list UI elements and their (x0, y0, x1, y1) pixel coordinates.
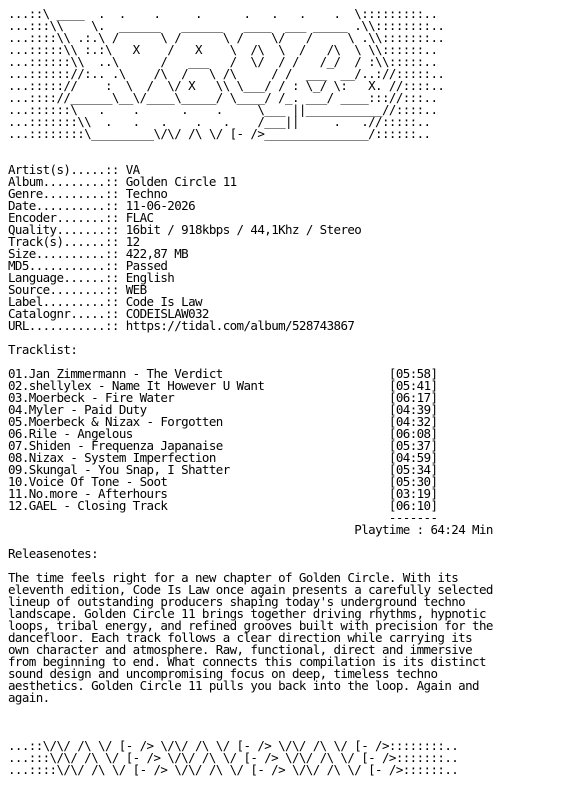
info-value: 12 (125, 234, 140, 249)
info-label: Date..........:: (8, 198, 119, 213)
releasenotes-line: The time feels right for a new chapter of Golden Circle. With its (8, 570, 459, 585)
ascii-banner-top (8, 6, 444, 141)
track-duration: [05:30] (388, 474, 438, 489)
ascii-footer-line: ...::::\/\/ /\ \/ [- /> \/\/ /\ \/ [- /> \/\/ /\ \/ [- />::::::.. (8, 762, 459, 777)
releasenotes-body (8, 570, 493, 705)
track-duration: [05:58] (388, 366, 438, 381)
track-number: 03. (8, 390, 29, 405)
releasenotes-line: dancefloor. Each track follows a clear direction while carrying its (8, 630, 473, 645)
info-value: Golden Circle 11 (125, 174, 237, 189)
info-value: CODEISLAW032 (125, 306, 209, 321)
ascii-footer-line: ...:::\/\/ /\ \/ [- /> \/\/ /\ \/ [- /> \/\/ /\ \/ [- />:::::::.. (8, 750, 459, 765)
track-number: 10. (8, 474, 29, 489)
track-duration: [05:41] (388, 378, 438, 393)
info-value: Techno (125, 186, 168, 201)
releasenotes-line: eleventh edition, Code Is Law once again presents a carefully selected (8, 582, 493, 597)
track-number: 12. (8, 498, 29, 513)
releasenotes-heading: Releasenotes: (8, 546, 99, 561)
track-number: 08. (8, 450, 29, 465)
track-number: 06. (8, 426, 29, 441)
info-label: Language......:: (8, 270, 119, 285)
info-label: Quality.......:: (8, 222, 119, 237)
ascii-banner-line: ...::::\\ .:.\ / \ / \ / \/ / \ .\\:::::::.. (8, 30, 445, 45)
total-rule-dashes: ------- (388, 510, 438, 525)
track-title: Moerbeck - Fire Water (28, 390, 175, 405)
info-value: Passed (125, 258, 168, 273)
info-label: Source........:: (8, 282, 119, 297)
info-label: Catalognr.....:: (8, 306, 119, 321)
info-value: WEB (125, 282, 147, 297)
spacer (8, 704, 572, 716)
info-value: VA (125, 162, 140, 177)
releasenotes-line: landscape. Golden Circle 11 brings together driving rhythms, hypnotic (8, 606, 486, 621)
spacer (8, 332, 572, 344)
info-value: 16bit / 918kbps / 44,1Khz / Stereo (125, 222, 362, 237)
track-title: Skungal - You Snap, I Shatter (28, 462, 230, 477)
ascii-banner-line: ...:::://______\__\/____\_____/ \____/ /_. ___/ ____::://:::.. (8, 90, 438, 105)
track-title: Moerbeck & Nizax - Forgotten (28, 414, 223, 429)
ascii-banner-line: ...::\ ____ . . . . . . . . \:::::::::.. (8, 6, 438, 21)
track-number: 07. (8, 438, 29, 453)
tracklist-heading: Tracklist: (8, 342, 78, 357)
ascii-banner-line: ...:::::::\\ . . . . . /___|| . .//:::::.. (8, 114, 431, 129)
spacer (8, 716, 572, 728)
releasenotes-line: loops, tribal energy, and refined grooves built with precision for the (8, 618, 493, 633)
track-number: 09. (8, 462, 29, 477)
info-value: 11-06-2026 (125, 198, 196, 213)
ascii-banner-line: ...:::::\\ :.:\ X / X \ /\ \ / /\ \ \\::::::.. (8, 42, 438, 57)
track-title: No.more - Afterhours (28, 486, 168, 501)
track-title: Myler - Paid Duty (28, 402, 147, 417)
ascii-banner-line: ...::::::\\ ..\ / ___ / \/ / / /_/ / :\\:::::.. (8, 54, 438, 69)
track-title: Rile - Angelous (28, 426, 133, 441)
info-label: Label.........:: (8, 294, 119, 309)
playtime-label: Playtime : (354, 522, 424, 537)
track-number: 02. (8, 378, 29, 393)
releasenotes-line: again. (8, 690, 50, 705)
ascii-footer-line: ...::\/\/ /\ \/ [- /> \/\/ /\ \/ [- /> \/\/ /\ \/ [- />::::::::.. (8, 738, 459, 753)
track-duration: [06:10] (388, 498, 438, 513)
track-title: Nizax - System Imperfection (28, 450, 216, 465)
track-duration: [04:32] (388, 414, 438, 429)
track-number: 04. (8, 402, 29, 417)
info-value: English (125, 270, 175, 285)
ascii-banner-line: ...:::::://:.. .\ /\ / \ /\ / / ___ __/..://:::::.. (8, 66, 445, 81)
track-duration: [05:37] (388, 438, 438, 453)
info-value: https://tidal.com/album/528743867 (125, 318, 355, 333)
ascii-footer (8, 738, 458, 777)
track-number: 05. (8, 414, 29, 429)
info-label: Size..........:: (8, 246, 119, 261)
releasenotes-line: lineup of outstanding producers shaping today's underground techno (8, 594, 466, 609)
release-info (8, 162, 361, 333)
info-value: 422,87 MB (125, 246, 189, 261)
track-duration: [04:59] (388, 450, 438, 465)
track-number: 01. (8, 366, 29, 381)
tracklist (8, 366, 437, 513)
playtime-value: 64:24 Min (430, 522, 493, 537)
track-title: Voice Of Tone - Soot (28, 474, 168, 489)
playtime-line (8, 522, 493, 537)
track-title: GAEL - Closing Track (28, 498, 168, 513)
ascii-banner-line: ...:::\\ \. ______ ______ ____ ___ _____ .\\::::::::.. (8, 18, 445, 33)
track-duration: [05:34] (388, 462, 438, 477)
info-label: Album.........:: (8, 174, 119, 189)
track-duration: [06:17] (388, 390, 438, 405)
info-label: Artist(s).....:: (8, 162, 119, 177)
spacer (8, 140, 572, 152)
info-label: Genre.........:: (8, 186, 119, 201)
info-label: MD5...........:: (8, 258, 119, 273)
track-title: Shiden - Frequenza Japanaise (28, 438, 223, 453)
info-value: Code Is Law (125, 294, 202, 309)
info-label: Track(s)......:: (8, 234, 119, 249)
playtime-pad (8, 522, 354, 537)
track-title: shellylex - Name It However U Want (28, 378, 265, 393)
track-number: 11. (8, 486, 29, 501)
track-duration: [04:39] (388, 402, 438, 417)
ascii-banner-line: ...::::::\ . . . . \___ ||___________//::::.. (8, 102, 438, 117)
releasenotes-line: from beginning to end. What connects this compilation is its distinct (8, 654, 486, 669)
info-label: Encoder.......:: (8, 210, 119, 225)
releasenotes-line: sound design and uncompromising focus on deep, timeless techno (8, 666, 438, 681)
track-duration: [06:08] (388, 426, 438, 441)
info-label: URL...........:: (8, 318, 119, 333)
track-title: Jan Zimmermann - The Verdict (28, 366, 223, 381)
releasenotes-line: aesthetics. Golden Circle 11 pulls you back into the loop. Again and (8, 678, 479, 693)
ascii-banner-line: ...::::::::\_________\/\/ /\ \/ [- />_______________/::::::.. (8, 126, 431, 141)
nfo-document (8, 8, 572, 776)
info-value: FLAC (125, 210, 154, 225)
track-duration: [03:19] (388, 486, 438, 501)
info-row (8, 318, 354, 333)
ascii-banner-line: ...:::::// : \ / \/ X \\ \___/ / : \_/ \: X. //::::.. (8, 78, 445, 93)
releasenotes-line: own character and atmosphere. Raw, functional, direct and immersive (8, 642, 473, 657)
